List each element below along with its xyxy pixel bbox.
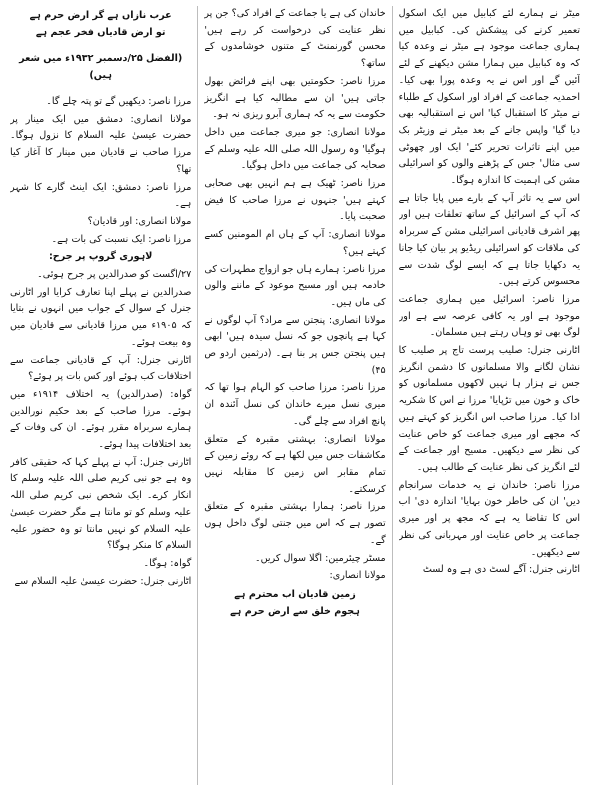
paragraph: مولانا انصاری: بہشتی مقبرہ کے متعلق مکاشفات جس میں لکھا ہے کہ روئے زمین کے تمام مقابر اس زمین کا مقابلہ نہیں کرسکتے۔ bbox=[204, 433, 386, 495]
section-heading: لاہوری گروپ پر جرح: bbox=[48, 251, 153, 263]
reference-citation: (الفضل ۲۵/دسمبر ۱۹۳۲ء میں شعر ہیں) bbox=[19, 53, 183, 81]
paragraph: مولانا انصاری: اور قادیان؟ bbox=[87, 215, 192, 227]
paragraph: مرزا ناصر: دیکھیں گے تو پتہ چلے گا۔ bbox=[46, 96, 192, 107]
paragraph: مرزا ناصر: اسرائیل میں ہماری جماعت موجود ہے اور یہ کافی عرصہ سے ہے اور لوگ بھی تو وہاں رہتے ہیں مسلمان۔ bbox=[398, 293, 580, 339]
paragraph: مولانا انصاری: آپ کے ہاں ام المومنین کسے کہتے ہیں؟ bbox=[204, 229, 386, 257]
paragraph: گواہ: ہوگا۔ bbox=[143, 557, 192, 569]
paragraph: گواہ: (صدرالدین) یہ اختلاف ۱۹۱۴ء میں ہوئے۔ مرزا صاحب کے بعد حکیم نورالدین ہمارے سربراہ مقرر ہوئے۔ ان کی وفات کے بعد اختلافات پیدا ہوئے۔ bbox=[10, 388, 192, 451]
paragraph: اٹارنی جنرل: حضرت عیسیٰ علیہ السلام سے bbox=[14, 575, 192, 587]
column-right bbox=[399, 6, 580, 785]
verse: عرب نازاں ہے گر ارض حرم ہے تو ارض قادیاں فخر عجم ہے bbox=[29, 10, 172, 38]
paragraph: مرزا ناصر: ٹھیک ہے ہم انہیں بھی صحابی کہتے ہیں' جنہوں نے مرزا صاحب کا فیض صحبت پایا۔ bbox=[204, 178, 386, 223]
paragraph: صدرالدین نے پہلے اپنا تعارف کرایا اور اٹارنی جنرل کے سوال کے جواب میں انہوں نے بتایا کہ ۱۹۰۵ء میں مرزا قادیانی سے قادیان میں وہ بیعت ہوئے۔ bbox=[10, 286, 192, 348]
paragraph: مرزا ناصر: ہمارے ہاں جو ازواج مطہرات کی خادمہ ہیں اور مسیح موعود کے ماننے والوں کی ماں ہیں۔ bbox=[204, 263, 386, 308]
paragraph: مرزا ناصر: مرزا صاحب کو الہام ہوا تھا کہ میری نسل میرے خاندان کی نسل آئندہ ان پانچ افراد سے چلے گی۔ bbox=[204, 382, 386, 427]
paragraph: مسٹر چیئرمین: اگلا سوال کریں۔ bbox=[254, 552, 386, 564]
paragraph: مرزا ناصر: حکومتیں بھی اپنے فرائض بھول جاتی ہیں' ان سے مطالبہ کیا ہے انگریز حکومت سے یہ کہ ہماری آبرو ریزی نہ ہو۔ bbox=[204, 75, 386, 121]
paragraph: اٹارنی جنرل: آپ کے قادیانی جماعت سے اختلافات کب ہوئے اور کس بات پر ہوئے؟ bbox=[10, 354, 192, 383]
paragraph: اس سے یہ تاثر آپ کے بارے میں پایا جاتا ہے کہ آپ کے اسرائیل کے ساتھ تعلقات ہیں اور پھر اشرف قادیانی اسرائیلی مشن کے سربراہ کی ملاقات کو اسرائیلی ریڈیو پر بیان کیا جانا یہ دکھایا جاتا ہے کہ ایسے لوگ شدت سے محسوس کرتے ہیں۔ bbox=[398, 192, 580, 288]
column-left bbox=[10, 6, 198, 785]
paragraph: مرزا ناصر: ایک نسبت کی بات ہے۔ bbox=[51, 233, 192, 245]
paragraph: اٹارنی جنرل: آپ نے پہلے کہا کہ حقیقی کافر وہ ہے جو نبی کریم صلی اللہ علیہ وسلم کا انکار کرے۔ ایک شخص نبی کریم صلی اللہ علیہ وسلم کو تو مانتا ہے مگر حضرت عیسیٰ علیہ السلام کو نہیں مانتا تو وہ حضور علیہ السلام کا منکر ہوگا؟ bbox=[10, 456, 192, 552]
paragraph: مرزا ناصر: ہمارا بہشتی مقبرہ کے متعلق تصور ہے کہ اس میں جنتی لوگ داخل ہوں گے۔ bbox=[204, 501, 386, 546]
paragraph: ۲۷/اگست کو صدرالدین پر جرح ہوئی۔ bbox=[37, 269, 192, 281]
paragraph: مرزا ناصر: دمشق: ایک اینٹ گارے کا شہر ہے۔ bbox=[10, 181, 192, 210]
paragraph: مولانا انصاری: bbox=[329, 570, 386, 582]
paragraph: خاندان کی ہے یا جماعت کے افراد کی؟ جن پر نظر عنایت کی درخواست کر رہے ہیں' محسن گورنمنٹ کے متنوں خوشامدوں کے ساتھ؟ bbox=[204, 8, 386, 70]
paragraph: مولانا انصاری: جو میری جماعت میں داخل ہوگیا' وہ رسول اللہ صلی اللہ علیہ وسلم کے صحابہ کی جماعت میں داخل ہوگیا۔ bbox=[204, 126, 386, 172]
column-middle bbox=[204, 6, 392, 785]
paragraph: مرزا ناصر: خاندان نے یہ خدمات سرانجام دیں' ان کی خاطر خون بہایا' اندازہ دی' اب اس کا تقاضا یہ ہے کہ مجھ پر اور میری جماعت پر خاص عنایت اور مہربانی کی نظر سے دیکھیں۔ bbox=[398, 479, 580, 558]
paragraph: اٹارنی جنرل: آگے لسٹ دی ہے وہ لسٹ bbox=[422, 564, 580, 576]
paragraph: مولانا انصاری: پنجتن سے مراد؟ آپ لوگوں نے کہا ہے پانچوں جو کہ نسل سیدہ ہیں' ابھی ہیں پنجتن جس پر بنا ہے۔ (درثمین اردو ص ۴۵) bbox=[204, 314, 386, 376]
paragraph: اٹارنی جنرل: صلیب پرست تاج پر صلیب کا نشان لگانے والا مسلمانوں کا دشمن انگریز جس نے ہزار ہا نہیں لاکھوں مسلمانوں کو خاک و خون میں تڑپایا' مرزا نے اس کا شکریہ ادا کیا۔ مرزا صاحب اس انگریز کو کہتے ہیں کہ مجھے اور میری جماعت کو خاص عنایت کی نظر سے دیکھیں۔ مسیح اور جماعت کے لئے انگریز کی نظر عنایت کے طالب ہیں۔ bbox=[398, 345, 580, 473]
paragraph: مولانا انصاری: دمشق میں ایک مینار پر حضرت عیسیٰ علیہ السلام کا نزول ہوگا۔ مرزا صاحب نے قادیان میں مینار کا آغاز کیا تھا؟ bbox=[10, 113, 192, 175]
paragraph: میٹر نے ہمارے لئے کبابیل میں ایک اسکول تعمیر کرنے کی پیشکش کی۔ کبابیل میں ہماری جماعت موجود ہے میٹر نے وعدہ کیا کہ وہ کبابیل میں ہمارا مشن دیکھنے کے لئے آئیں گے اور اس نے یہ وعدہ پورا بھی کیا۔ احمدیہ جماعت کے افراد اور اسکول کے طلباء نے میٹر کا استقبال کیا' اس نے استقبالیہ بھی دیا گیا' واپس جانے کے بعد میٹر نے وزیٹر بک میں اپنے تاثرات تحریر کئے' ایک اور چھوٹی سی مثال' جس کے پڑھنے والوں کو اسرائیلی مشن کی اہمیت کا اندازہ ہوگا۔ bbox=[398, 8, 580, 187]
verse: زمین قادیان اب محترم ہے ہجوم خلق سے ارض حرم ہے bbox=[230, 588, 360, 617]
